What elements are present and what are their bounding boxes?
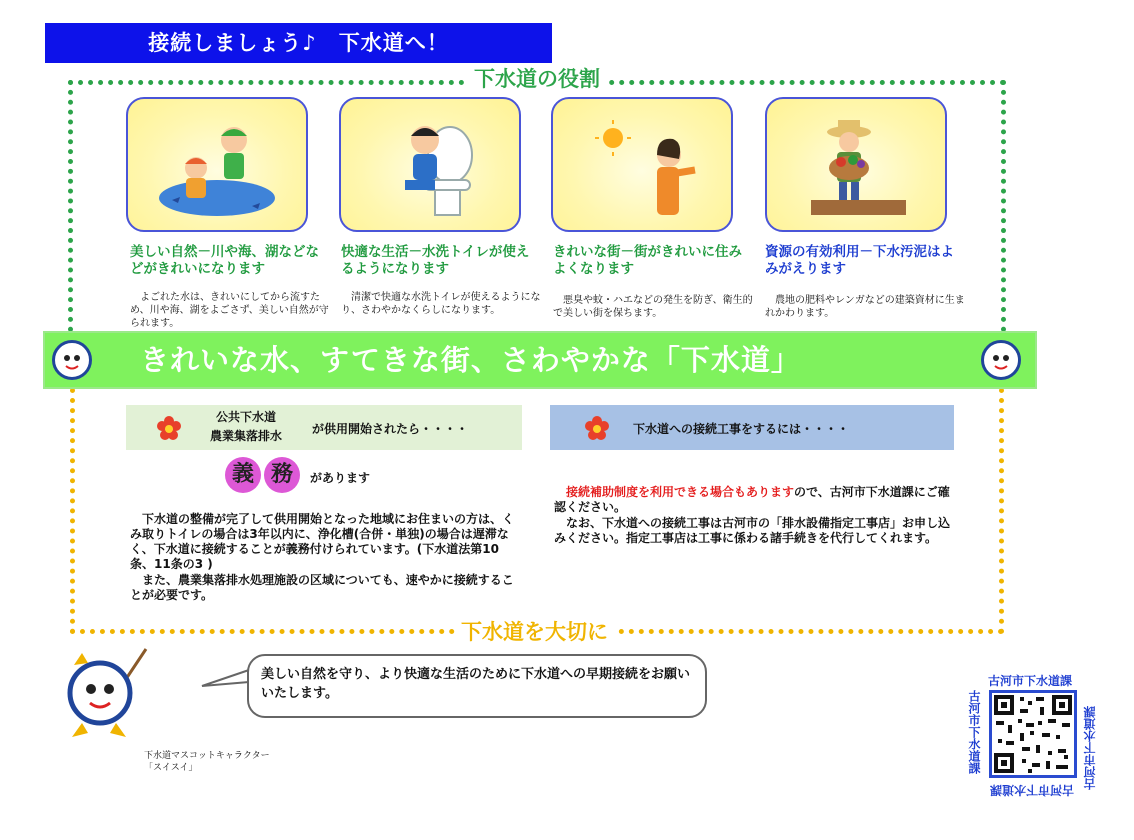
service-start-text: が供用開始されたら・・・・	[312, 422, 469, 436]
role-title-toilet: 快適な生活－水洗トイレが使えるようになります	[341, 244, 530, 277]
bubble-message: 美しい自然を守り、より快適な生活のために下水道への早期接続をお願いいたします。	[261, 667, 691, 701]
nature-illustration	[126, 97, 308, 232]
qr-label-right: 古河市下水道課	[1083, 706, 1097, 790]
duty-suffix: があります	[310, 471, 371, 485]
mascot-suisui-icon	[60, 645, 150, 740]
duty-badge-2: 務	[264, 457, 300, 493]
qr-code[interactable]	[989, 690, 1077, 778]
care-section-title: 下水道を大切に	[455, 619, 614, 645]
farmer-illustration	[765, 97, 947, 232]
subsidy-text: ので、古河市下水道課にご確認ください。	[554, 485, 950, 514]
mascot-caption	[144, 750, 270, 774]
duty-paragraph-2: また、農業集落排水処理施設の区域についても、速やかに接続することが必要です。	[130, 573, 514, 602]
slogan-text: きれいな水、すてきな街、さわやかな「下水道」	[140, 343, 801, 377]
qr-label-bottom: 古河市下水道課	[990, 783, 1075, 797]
role-title-city: きれいな街－街がきれいに住みよくなります	[553, 244, 742, 277]
page-title: 接続しましょう♪ 下水道へ！	[45, 23, 552, 63]
mascot-caption-line2: 「スイスイ」	[144, 763, 198, 773]
mascot-caption-line1: 下水道マスコットキャラクター	[144, 751, 270, 761]
mascot-left-icon	[52, 340, 92, 380]
duty-badge-1: 義	[225, 457, 261, 493]
city-illustration	[551, 97, 733, 232]
role-desc-city: 悪臭や蚊・ハエなどの発生を防ぎ、衛生的で美しい街を保ちます。	[553, 295, 753, 319]
contractor-paragraph: なお、下水道への接続工事は古河市の「排水設備指定工事店」お申し込みください。指定工事店は工事に係わる諸手続きを代行してくれます。	[554, 516, 951, 545]
subsidy-paragraph	[554, 485, 954, 515]
mascot-right-icon	[981, 340, 1021, 380]
role-desc-toilet: 清潔で快適な水洗トイレが使えるようになり、さわやかなくらしになります。	[341, 292, 541, 316]
role-title-resource: 資源の有効利用－下水汚泥はよみがえります	[765, 244, 954, 277]
qr-label-left: 古河市下水道課	[967, 690, 981, 774]
sewer-label-rural: 農業集落排水	[210, 429, 283, 443]
subsidy-highlight: 接続補助制度を利用できる場合もあります	[566, 485, 795, 499]
role-desc-resource: 農地の肥料やレンガなどの建築資材に生まれかわります。	[765, 295, 965, 319]
role-desc-nature: よごれた水は、きれいにしてから流すため、川や海、湖をよごさず、美しい自然が守られます。	[130, 292, 329, 329]
role-title-nature: 美しい自然－川や海、湖などなどがきれいになります	[130, 244, 319, 277]
qr-label-top: 古河市下水道課	[988, 674, 1073, 688]
sewer-label-public: 公共下水道	[216, 410, 277, 424]
duty-paragraph-1: 下水道の整備が完了して供用開始となった地域にお住まいの方は、くみ取りトイレの場合は3年以内に、浄化槽(合併・単独)の場合は遅滞なく、下水道に接続することが義務付けられています。(下水道法第10条、11条の3 )	[130, 512, 515, 571]
roles-section-title: 下水道の役割	[468, 66, 606, 92]
toilet-illustration	[339, 97, 521, 232]
flower-icon	[585, 416, 609, 440]
bubble-tail	[200, 668, 252, 692]
connection-work-label: 下水道への接続工事をするには・・・・	[633, 422, 850, 436]
flower-icon	[157, 416, 181, 440]
